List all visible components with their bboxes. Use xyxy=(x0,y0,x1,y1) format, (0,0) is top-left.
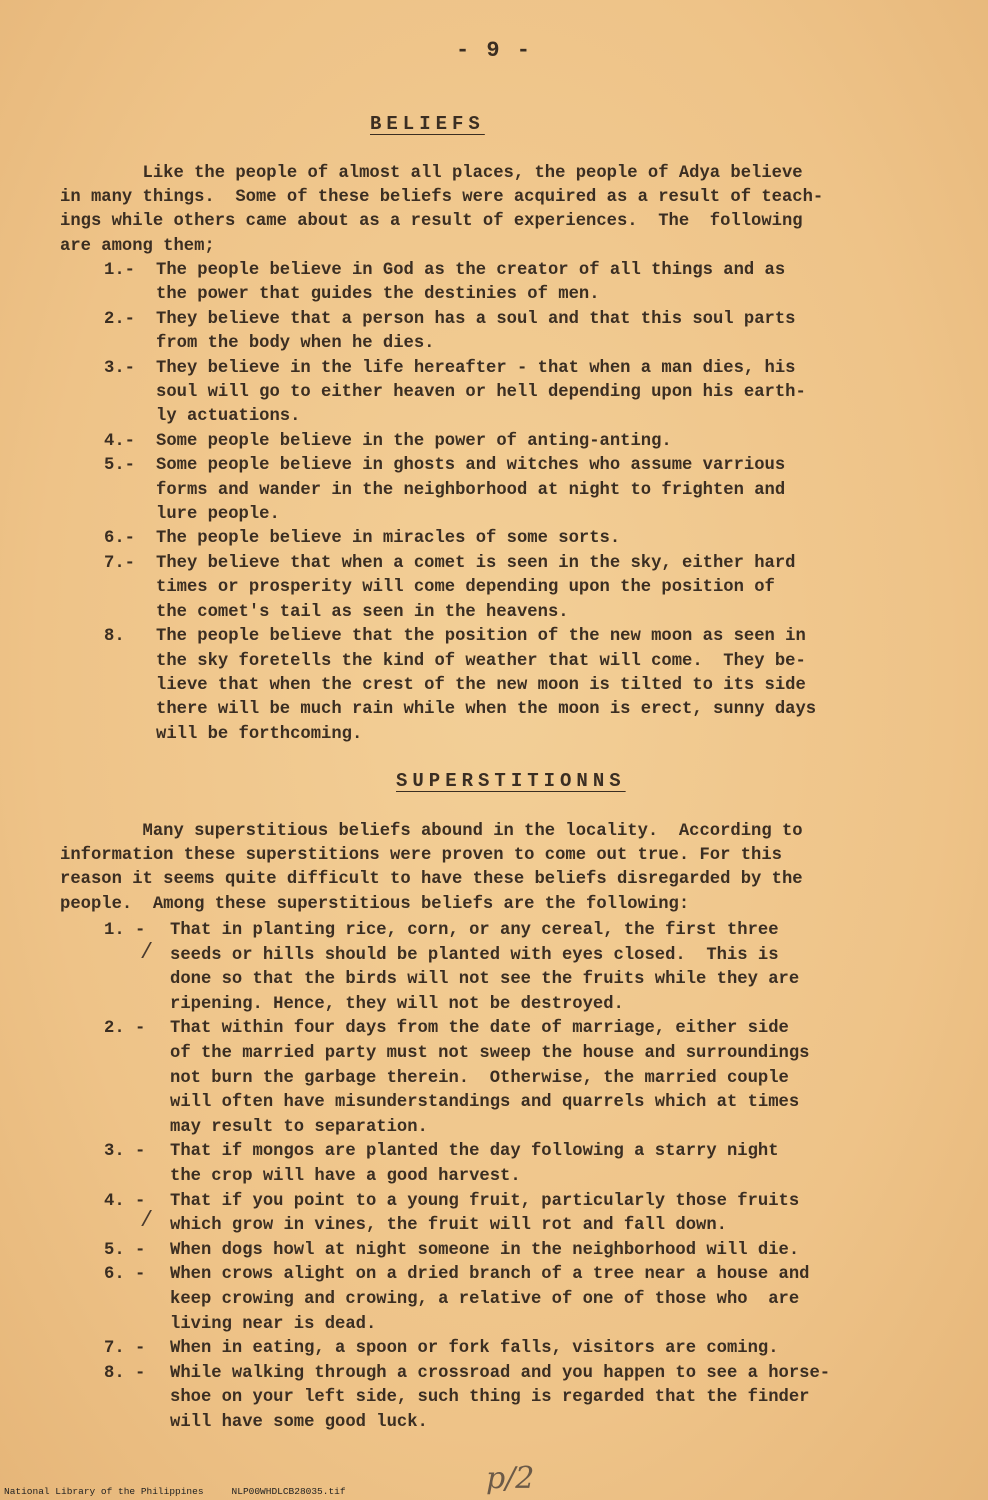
item-text: When dogs howl at night someone in the neighborhood will die. xyxy=(170,1240,800,1260)
item-number: 6.- xyxy=(104,529,135,549)
item-number: 2.- xyxy=(104,309,135,329)
footer-source: National Library of the Philippines xyxy=(4,1486,204,1497)
pen-tick-mark: / xyxy=(140,1208,154,1233)
item-number: 4.- xyxy=(104,431,135,451)
item-text: That in planting rice, corn, or any cereal, the first three seeds or hills should be planted with eyes closed. This is done so that the birds will not see the fruits while they are ripening. Hence, they will not be destroyed. xyxy=(170,921,800,1014)
beliefs-heading: BELIEFS xyxy=(370,113,485,135)
item-number: 1.- xyxy=(104,261,135,280)
intro-line: are among them; xyxy=(60,236,215,256)
item-text: They believe that a person has a soul and that this soul parts from the body when he dies. xyxy=(156,309,796,354)
intro-line: Like the people of almost all places, the people of Adya believe xyxy=(60,164,803,183)
intro-line: people. Among these superstitious beliefs are the following: xyxy=(60,894,690,914)
list-item xyxy=(104,259,944,308)
item-text: The people believe in miracles of some sorts. xyxy=(156,529,621,549)
list-item xyxy=(104,1263,944,1337)
item-text: While walking through a crossroad and you happen to see a horse- shoe on your left side, such thing is regarded that the finder will have some good luck. xyxy=(170,1363,831,1432)
item-number: 1. - xyxy=(104,921,146,940)
item-text: When in eating, a spoon or fork falls, visitors are coming. xyxy=(170,1339,779,1359)
item-number: 8. - xyxy=(104,1363,146,1383)
list-item xyxy=(104,1017,944,1140)
list-item xyxy=(104,527,944,551)
superstitions-intro xyxy=(60,820,940,917)
list-item xyxy=(104,1337,944,1362)
list-item xyxy=(104,308,944,357)
item-number: 5. - xyxy=(104,1240,146,1260)
item-text: They believe that when a comet is seen in the sky, either hard times or prosperity will come depending upon the position of the comet's tail as seen in the heavens. xyxy=(156,553,796,622)
list-item xyxy=(104,552,944,625)
list-item xyxy=(104,1190,944,1239)
item-number: 6. - xyxy=(104,1265,146,1285)
item-number: 7. - xyxy=(104,1339,146,1359)
footer-file-id: NLP00WHDLCB28035.tif xyxy=(231,1486,346,1497)
item-number: 5.- xyxy=(104,456,135,476)
list-item xyxy=(104,1239,944,1264)
beliefs-list xyxy=(104,259,944,747)
pen-tick-mark: / xyxy=(140,940,154,965)
item-number: 4. - xyxy=(104,1191,146,1211)
intro-line: reason it seems quite difficult to have these beliefs disregarded by the xyxy=(60,870,803,890)
intro-line: ings while others came about as a result of experiences. The following xyxy=(60,212,803,232)
item-text: That if you point to a young fruit, particularly those fruits which grow in vines, the fruit will rot and fall down. xyxy=(170,1191,800,1236)
beliefs-intro xyxy=(60,162,940,259)
page-number: - 9 - xyxy=(455,38,532,63)
item-text: When crows alight on a dried branch of a tree near a house and keep crowing and crowing, a relative of one of those who are living near is dead. xyxy=(170,1265,810,1334)
item-text: The people believe in God as the creator of all things and as the power that guides the destinies of men. xyxy=(156,261,786,305)
item-text: That within four days from the date of marriage, either side of the married party must not sweep the house and surroundings not burn the garbage therein. Otherwise, the married couple will often have misunderstandings and quarrels which at times may result to separation. xyxy=(170,1019,810,1137)
list-item xyxy=(104,430,944,454)
list-item xyxy=(104,625,944,747)
handwritten-initials: p/2 xyxy=(486,1461,535,1496)
list-item xyxy=(104,454,944,527)
list-item xyxy=(104,1140,944,1189)
item-text: The people believe that the position of the new moon as seen in the sky foretells the kind of weather that will come. They be- lieve that when the crest of the new moon is tilted to its side there will be much rain while when the moon is erect, sunny days will be forthcoming. xyxy=(156,627,817,744)
item-text: Some people believe in ghosts and witches who assume varrious forms and wander in the neighborhood at night to frighten and lure people. xyxy=(156,456,786,525)
item-number: 7.- xyxy=(104,553,135,573)
intro-line: information these superstitions were proven to come out true. For this xyxy=(60,846,782,866)
item-number: 2. - xyxy=(104,1019,146,1039)
list-item xyxy=(104,357,944,430)
item-text: That if mongos are planted the day following a starry night the crop will have a good harvest. xyxy=(170,1142,779,1186)
list-item xyxy=(104,1362,944,1436)
superstitions-heading: SUPERSTITIONNS xyxy=(396,770,626,792)
footer xyxy=(4,1486,346,1497)
item-text: They believe in the life hereafter - that when a man dies, his soul will go to either heaven or hell depending upon his earth- ly actuations. xyxy=(156,358,806,427)
item-number: 3. - xyxy=(104,1142,146,1162)
intro-line: Many superstitious beliefs abound in the locality. According to xyxy=(60,822,803,841)
superstitions-list xyxy=(104,919,944,1435)
item-number: 8. xyxy=(104,627,125,647)
item-text: Some people believe in the power of anting-anting. xyxy=(156,431,672,451)
intro-line: in many things. Some of these beliefs were acquired as a result of teach- xyxy=(60,188,824,208)
item-number: 3.- xyxy=(104,358,135,378)
list-item xyxy=(104,919,944,1017)
